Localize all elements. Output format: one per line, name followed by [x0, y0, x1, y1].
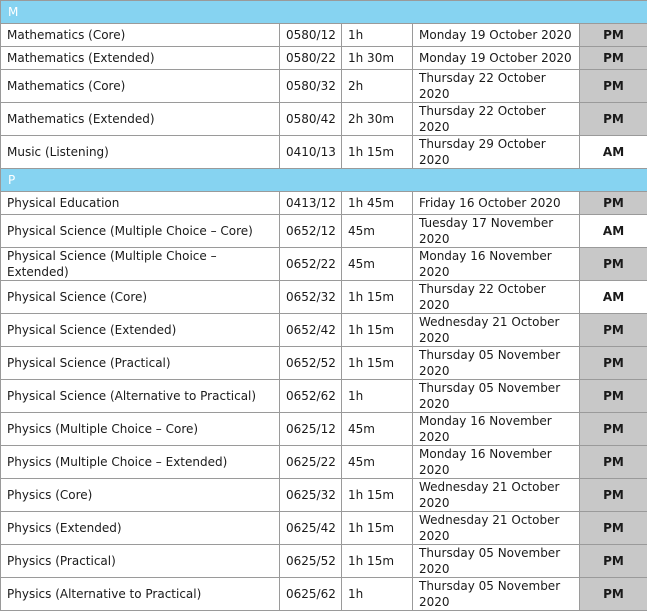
component-code-cell: 0625/22 — [280, 446, 342, 479]
session-cell: AM — [580, 136, 647, 169]
subject-cell: Physical Science (Multiple Choice – Extended) — [1, 248, 280, 281]
subject-cell: Physical Science (Multiple Choice – Core) — [1, 215, 280, 248]
date-cell: Thursday 05 November 2020 — [413, 347, 580, 380]
session-cell: PM — [580, 24, 647, 47]
session-cell: PM — [580, 70, 647, 103]
date-cell: Monday 16 November 2020 — [413, 413, 580, 446]
session-cell: PM — [580, 314, 647, 347]
table-row — [1, 578, 647, 611]
duration-cell: 45m — [342, 413, 413, 446]
component-code-cell: 0652/62 — [280, 380, 342, 413]
session-cell: PM — [580, 578, 647, 611]
component-code-cell: 0625/52 — [280, 545, 342, 578]
component-code-cell: 0652/12 — [280, 215, 342, 248]
date-cell: Thursday 22 October 2020 — [413, 103, 580, 136]
subject-cell: Physical Science (Practical) — [1, 347, 280, 380]
subject-cell: Physics (Multiple Choice – Core) — [1, 413, 280, 446]
duration-cell: 45m — [342, 215, 413, 248]
section-header-row — [1, 1, 647, 24]
session-cell: PM — [580, 545, 647, 578]
date-cell: Tuesday 17 November 2020 — [413, 215, 580, 248]
date-cell: Thursday 05 November 2020 — [413, 578, 580, 611]
subject-cell: Mathematics (Core) — [1, 24, 280, 47]
date-cell: Friday 16 October 2020 — [413, 192, 580, 215]
section-letter: P — [1, 169, 647, 192]
table-row — [1, 314, 647, 347]
component-code-cell: 0580/42 — [280, 103, 342, 136]
table-row — [1, 70, 647, 103]
subject-cell: Physical Science (Core) — [1, 281, 280, 314]
duration-cell: 45m — [342, 446, 413, 479]
date-cell: Wednesday 21 October 2020 — [413, 479, 580, 512]
component-code-cell: 0652/32 — [280, 281, 342, 314]
table-row — [1, 248, 647, 281]
duration-cell: 1h 45m — [342, 192, 413, 215]
date-cell: Thursday 22 October 2020 — [413, 281, 580, 314]
session-cell: PM — [580, 103, 647, 136]
table-row — [1, 512, 647, 545]
subject-cell: Physics (Multiple Choice – Extended) — [1, 446, 280, 479]
table-row — [1, 215, 647, 248]
session-cell: PM — [580, 347, 647, 380]
subject-cell: Physical Education — [1, 192, 280, 215]
table-row — [1, 413, 647, 446]
date-cell: Wednesday 21 October 2020 — [413, 512, 580, 545]
table-row — [1, 446, 647, 479]
date-cell: Thursday 05 November 2020 — [413, 380, 580, 413]
component-code-cell: 0580/22 — [280, 47, 342, 70]
date-cell: Monday 19 October 2020 — [413, 47, 580, 70]
subject-cell: Physical Science (Alternative to Practical) — [1, 380, 280, 413]
component-code-cell: 0580/12 — [280, 24, 342, 47]
duration-cell: 1h 15m — [342, 281, 413, 314]
subject-cell: Physics (Alternative to Practical) — [1, 578, 280, 611]
session-cell: AM — [580, 281, 647, 314]
component-code-cell: 0410/13 — [280, 136, 342, 169]
component-code-cell: 0652/52 — [280, 347, 342, 380]
subject-cell: Physics (Practical) — [1, 545, 280, 578]
date-cell: Monday 16 November 2020 — [413, 248, 580, 281]
subject-cell: Mathematics (Core) — [1, 70, 280, 103]
table-row — [1, 24, 647, 47]
duration-cell: 1h 15m — [342, 545, 413, 578]
component-code-cell: 0625/42 — [280, 512, 342, 545]
duration-cell: 2h — [342, 70, 413, 103]
session-cell: PM — [580, 380, 647, 413]
subject-cell: Physics (Extended) — [1, 512, 280, 545]
table-row — [1, 545, 647, 578]
subject-cell: Mathematics (Extended) — [1, 47, 280, 70]
duration-cell: 1h 15m — [342, 314, 413, 347]
table-row — [1, 192, 647, 215]
timetable-body — [1, 1, 647, 611]
date-cell: Thursday 05 November 2020 — [413, 545, 580, 578]
session-cell: PM — [580, 479, 647, 512]
component-code-cell: 0413/12 — [280, 192, 342, 215]
duration-cell: 1h 15m — [342, 136, 413, 169]
component-code-cell: 0652/22 — [280, 248, 342, 281]
table-row — [1, 281, 647, 314]
session-cell: PM — [580, 512, 647, 545]
duration-cell: 1h — [342, 24, 413, 47]
subject-cell: Physics (Core) — [1, 479, 280, 512]
date-cell: Thursday 22 October 2020 — [413, 70, 580, 103]
component-code-cell: 0625/12 — [280, 413, 342, 446]
table-row — [1, 136, 647, 169]
table-row — [1, 479, 647, 512]
component-code-cell: 0625/32 — [280, 479, 342, 512]
session-cell: PM — [580, 446, 647, 479]
section-letter: M — [1, 1, 647, 24]
duration-cell: 1h 15m — [342, 512, 413, 545]
component-code-cell: 0580/32 — [280, 70, 342, 103]
duration-cell: 1h 30m — [342, 47, 413, 70]
duration-cell: 1h — [342, 380, 413, 413]
duration-cell: 1h 15m — [342, 347, 413, 380]
table-row — [1, 103, 647, 136]
duration-cell: 1h — [342, 578, 413, 611]
date-cell: Monday 19 October 2020 — [413, 24, 580, 47]
date-cell: Monday 16 November 2020 — [413, 446, 580, 479]
table-row — [1, 47, 647, 70]
session-cell: PM — [580, 47, 647, 70]
session-cell: PM — [580, 192, 647, 215]
session-cell: AM — [580, 215, 647, 248]
duration-cell: 2h 30m — [342, 103, 413, 136]
session-cell: PM — [580, 413, 647, 446]
subject-cell: Physical Science (Extended) — [1, 314, 280, 347]
table-row — [1, 347, 647, 380]
component-code-cell: 0652/42 — [280, 314, 342, 347]
component-code-cell: 0625/62 — [280, 578, 342, 611]
subject-cell: Mathematics (Extended) — [1, 103, 280, 136]
date-cell: Wednesday 21 October 2020 — [413, 314, 580, 347]
duration-cell: 1h 15m — [342, 479, 413, 512]
subject-cell: Music (Listening) — [1, 136, 280, 169]
date-cell: Thursday 29 October 2020 — [413, 136, 580, 169]
duration-cell: 45m — [342, 248, 413, 281]
section-header-row — [1, 169, 647, 192]
table-row — [1, 380, 647, 413]
session-cell: PM — [580, 248, 647, 281]
